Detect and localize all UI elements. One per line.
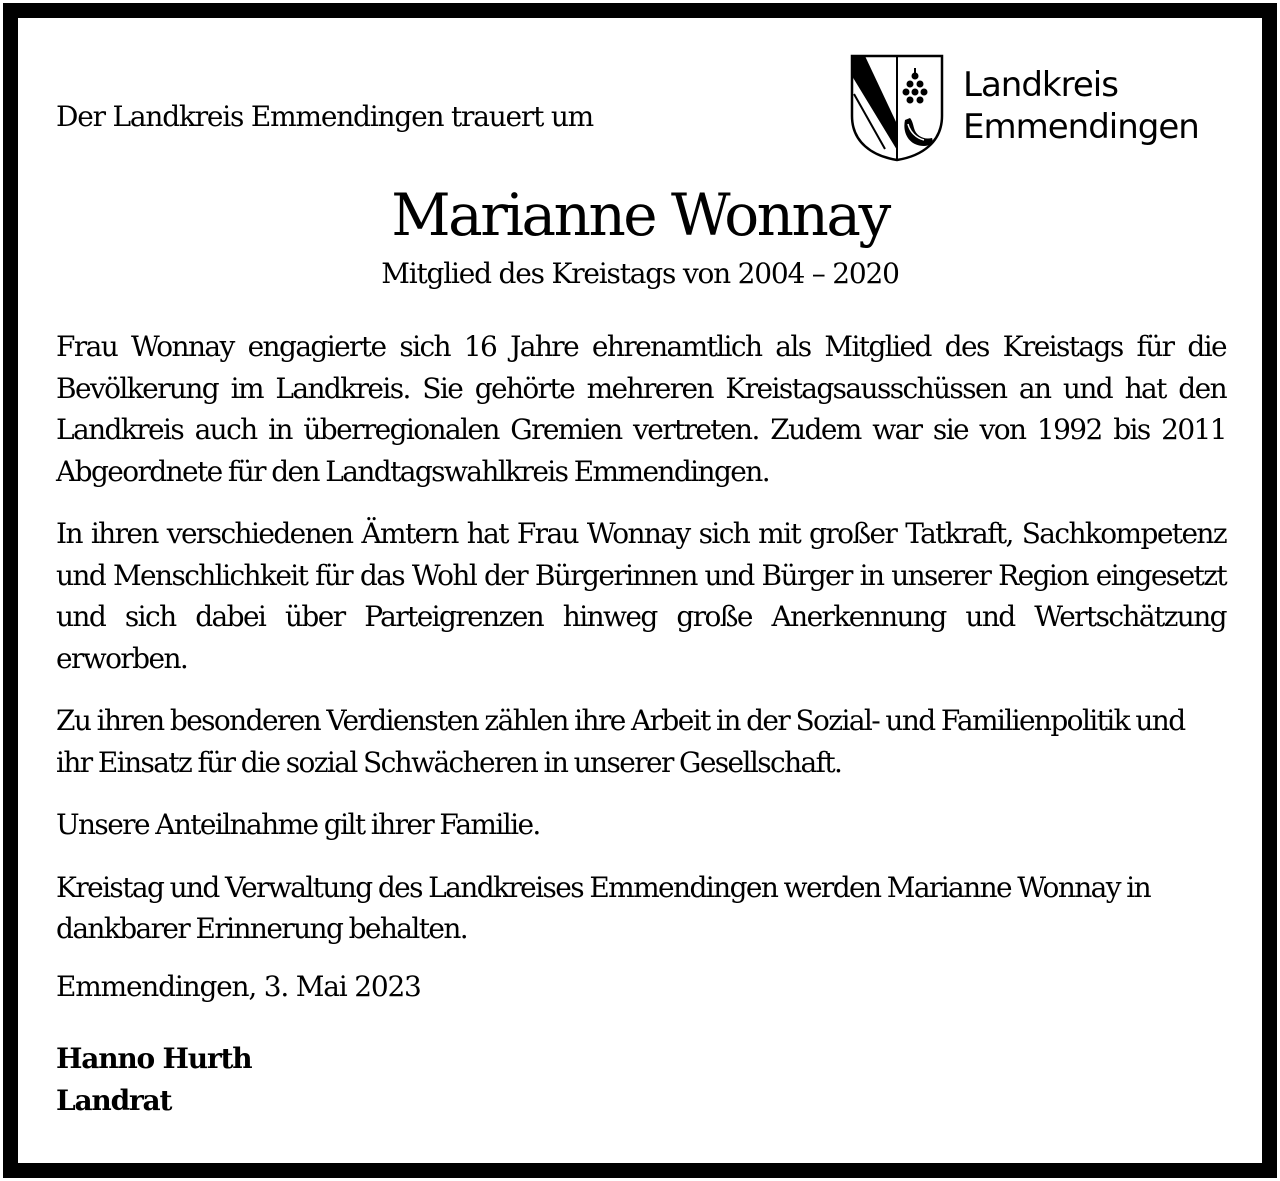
intro-line: Der Landkreis Emmendingen trauert um [56,100,594,133]
paragraph-merits-text: Zu ihren besonderen Verdiensten zählen ihre Arbeit in der Sozial- und Familienpolitik und ihr Einsatz für die sozial Schwächeren in unserer Gesellschaft. [56,704,1185,779]
paragraph-engagement: Frau Wonnay engagierte sich 16 Jahre ehrenamtlich als Mitglied des Kreistags für die Bevölkerung im Landkreis. Sie gehörte mehreren Kreistagsausschüssen an und hat den Landkreis auch in überregionalen Gremien vertreten. Zudem war sie von 1992 bis 2011 Abgeordnete für den Landtagswahlkreis Emmendingen. [56,330,1226,488]
deceased-name: Marianne Wonnay [391,181,889,249]
district-name-line2: Emmendingen [963,107,1199,147]
paragraph-merits [56,700,1226,783]
signature-name: Hanno Hurth [56,1042,252,1075]
obituary-content [18,18,1262,1163]
signature-block [56,1038,251,1122]
membership-period: Mitglied des Kreistags von 2004 – 2020 [381,257,899,290]
paragraph-condolence: Unsere Anteilnahme gilt ihrer Familie. [56,808,540,841]
signature-title: Landrat [56,1084,172,1117]
obituary-frame [3,3,1277,1178]
coat-of-arms-icon [850,54,944,162]
paragraph-offices: In ihren verschiedenen Ämtern hat Frau Wonnay sich mit großer Tatkraft, Sachkompetenz und Menschlichkeit für das Wohl der Bürgerinnen und Bürger in unserer Region eingesetzt und sich dabei über Parteigrenzen hinweg große Anerkennung und Wertschätzung erworben. [56,517,1226,675]
district-name [963,64,1199,148]
obituary-body [56,326,1226,971]
district-logo [850,54,1230,162]
paragraph-remembrance: Kreistag und Verwaltung des Landkreises Emmendingen werden Marianne Wonnay in dankbarer Erinnerung behalten. [56,870,1151,945]
district-name-line1: Landkreis [963,65,1118,105]
dateline: Emmendingen, 3. Mai 2023 [56,970,421,1003]
